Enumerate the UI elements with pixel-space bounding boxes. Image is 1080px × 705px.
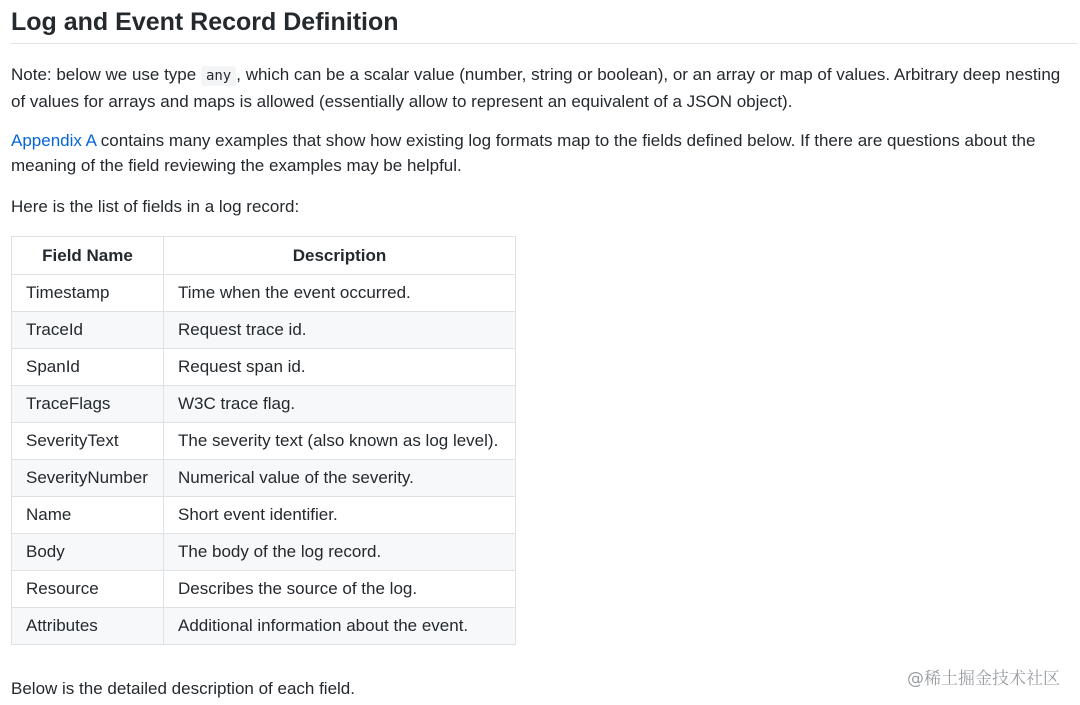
description-cell: Short event identifier. bbox=[164, 497, 516, 534]
field-name-cell: Name bbox=[12, 497, 164, 534]
description-cell: W3C trace flag. bbox=[164, 386, 516, 423]
description-cell: Additional information about the event. bbox=[164, 608, 516, 645]
table-row bbox=[12, 460, 516, 497]
field-name-cell: Body bbox=[12, 534, 164, 571]
description-cell: The severity text (also known as log level). bbox=[164, 423, 516, 460]
table-row bbox=[12, 349, 516, 386]
field-name-cell: TraceId bbox=[12, 312, 164, 349]
field-name-cell: Attributes bbox=[12, 608, 164, 645]
field-name-cell: SeverityText bbox=[12, 423, 164, 460]
header-field-name: Field Name bbox=[12, 237, 164, 275]
table-row bbox=[12, 312, 516, 349]
field-name-cell: SpanId bbox=[12, 349, 164, 386]
description-cell: Time when the event occurred. bbox=[164, 275, 516, 312]
note-text-after: , which can be a scalar value (number, string or boolean), or an array or map of values. Arbitrary deep nesting of values for arrays and maps is allowed (essentially allow to represent an equivalent of a JSON object). bbox=[11, 65, 1061, 111]
note-paragraph bbox=[11, 62, 1077, 114]
field-name-cell: Timestamp bbox=[12, 275, 164, 312]
header-description: Description bbox=[164, 237, 516, 275]
description-cell: Request span id. bbox=[164, 349, 516, 386]
field-name-cell: SeverityNumber bbox=[12, 460, 164, 497]
table-row bbox=[12, 423, 516, 460]
inline-code-any: any bbox=[201, 66, 236, 86]
field-name-cell: TraceFlags bbox=[12, 386, 164, 423]
table-row bbox=[12, 571, 516, 608]
table-row bbox=[12, 534, 516, 571]
appendix-a-link[interactable]: Appendix A bbox=[11, 131, 97, 150]
watermark-text: @稀土掘金技术社区 bbox=[907, 669, 1060, 689]
table-row bbox=[12, 386, 516, 423]
table-row bbox=[12, 497, 516, 534]
fields-table bbox=[11, 236, 516, 645]
below-text: Below is the detailed description of each field. bbox=[11, 679, 355, 698]
appendix-paragraph bbox=[11, 128, 1077, 178]
description-cell: Describes the source of the log. bbox=[164, 571, 516, 608]
description-cell: Request trace id. bbox=[164, 312, 516, 349]
table-header-row bbox=[12, 237, 516, 275]
appendix-text: contains many examples that show how existing log formats map to the fields defined below. If there are questions about the meaning of the field reviewing the examples may be helpful. bbox=[11, 131, 1036, 175]
note-text-before: Note: below we use type bbox=[11, 65, 201, 84]
table-row bbox=[12, 608, 516, 645]
table-row bbox=[12, 275, 516, 312]
list-intro: Here is the list of fields in a log record: bbox=[11, 197, 300, 216]
page-title: Log and Event Record Definition bbox=[11, 0, 1077, 44]
field-name-cell: Resource bbox=[12, 571, 164, 608]
description-cell: The body of the log record. bbox=[164, 534, 516, 571]
description-cell: Numerical value of the severity. bbox=[164, 460, 516, 497]
